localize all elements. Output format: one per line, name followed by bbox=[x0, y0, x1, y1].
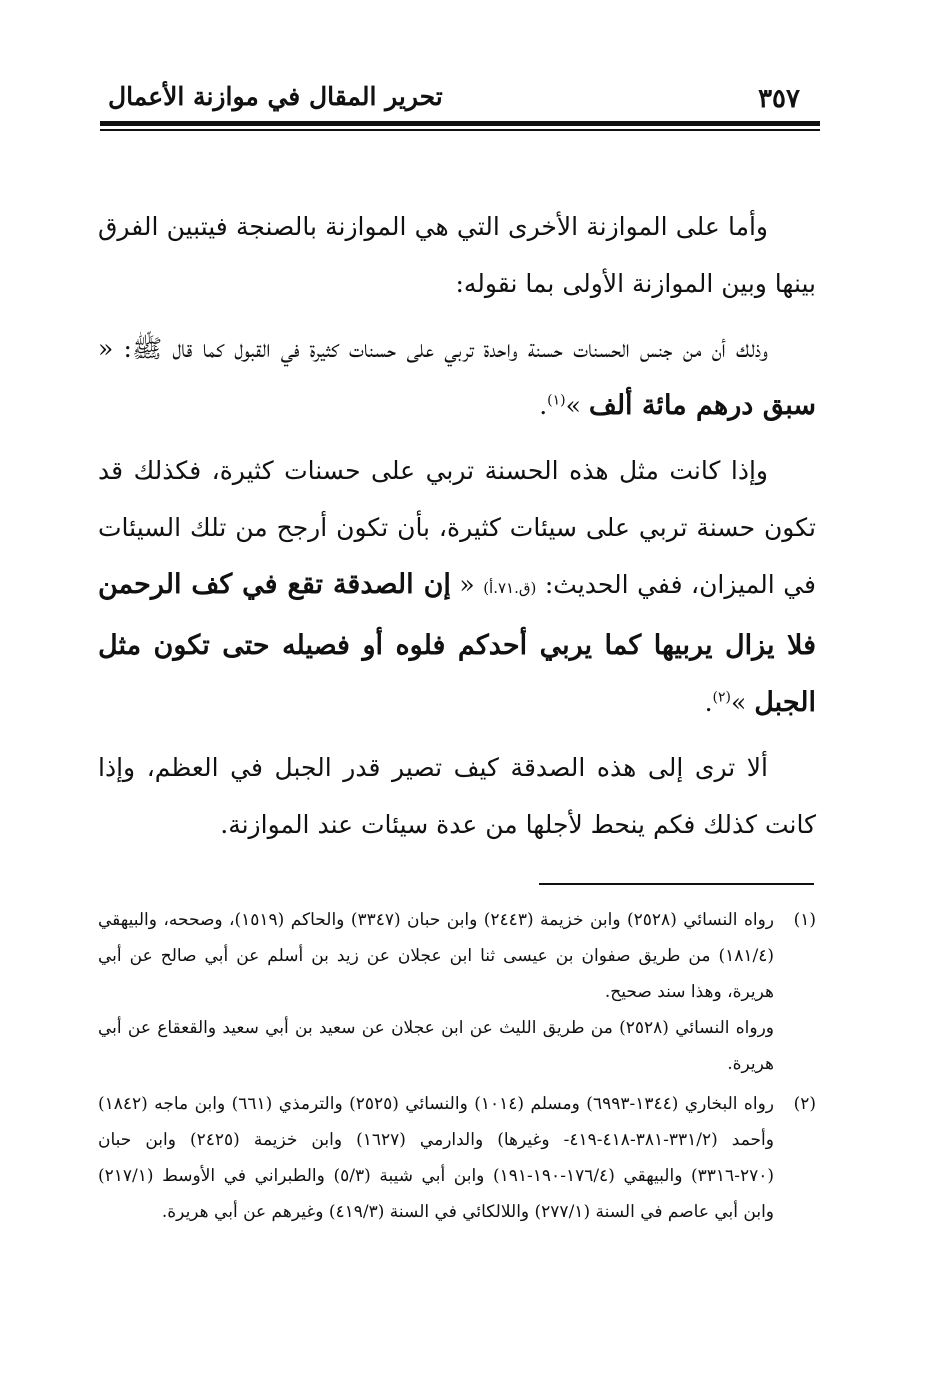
footnote-separator bbox=[539, 883, 814, 885]
paragraph-3 bbox=[98, 442, 816, 731]
quote-open: « bbox=[459, 570, 475, 599]
footnote-number: (١) bbox=[793, 910, 816, 930]
quote-close: » bbox=[565, 391, 581, 420]
manuscript-reference: (ق.٧١.أ) bbox=[483, 579, 537, 597]
footnote-text: رواه النسائي (٢٥٢٨) وابن خزيمة (٢٤٤٣) وابن حبان (٣٣٤٧) والحاكم (١٥١٩)، وصححه، والبيهقي (١٨١/٤) من طريق صفوان بن عيسى ثنا ابن عجلان عن زيد بن أسلم عن أبي صالح عن أبي هريرة، وهذا سند صحيح. bbox=[98, 910, 774, 1002]
running-title: تحرير المقال في موازنة الأعمال bbox=[108, 82, 443, 111]
footnote-number: (٢) bbox=[793, 1094, 816, 1114]
header-rule-thin bbox=[100, 129, 820, 131]
paragraph-2 bbox=[98, 320, 816, 434]
paragraph-end-2: . bbox=[704, 688, 713, 717]
footnote-1 bbox=[98, 902, 816, 1082]
footnote-marker-2: (٢) bbox=[712, 689, 731, 706]
footnote-text: ورواه النسائي (٢٥٢٨) من طريق الليث عن ابن عجلان عن سعيد بن أبي سعيد والقعقاع عن أبي هريرة. bbox=[98, 1018, 775, 1074]
hadith-quote-1: سبق درهم مائة ألف bbox=[588, 390, 816, 421]
main-text bbox=[98, 198, 816, 853]
quote-close-2: » bbox=[730, 688, 747, 717]
header-rule bbox=[100, 121, 820, 126]
footnote-2 bbox=[98, 1086, 816, 1230]
paragraph-2-text: وذلك أن من جنس الحسنات حسنة واحدة تربي على حسنات كثيرة في القبول كما قال ﷺ: « bbox=[98, 334, 768, 363]
running-header bbox=[100, 70, 820, 120]
page-number: ٣٥٧ bbox=[758, 84, 800, 114]
hadith-quote-2: إن الصدقة تقع في كف الرحمن فلا يزال يربيها كما يربي أحدكم فلوه أو فصيله حتى تكون مثل الجبل bbox=[98, 569, 816, 718]
footnote-marker-1: (١) bbox=[547, 392, 566, 409]
footnotes bbox=[98, 902, 816, 1234]
footnote-text: رواه البخاري (١٣٤٤-٦٩٩٣) ومسلم (١٠١٤) والنسائي (٢٥٢٥) والترمذي (٦٦١) وابن ماجه (١٨٤٢) وأحمد (٣٣١/٢-٣٨١-٤١٨-٤١٩- وغيرها) والدارمي (١٦٢٧) وابن خزيمة (٢٤٢٥) وابن حبان (٢٧٠-٣٣١٦) والبيهقي (١٧٦/٤-١٩٠-١٩١) وابن أبي شيبة (٥/٣) والطبراني في الأوسط (٢١٧/١) وابن أبي عاصم في السنة (٢٧٧/١) واللالكائي في السنة (٤١٩/٣) وغيرهم عن أبي هريرة. bbox=[98, 1094, 774, 1222]
paragraph-1: وأما على الموازنة الأخرى التي هي الموازنة بالصنجة فيتبين الفرق بينها وبين الموازنة الأولى بما نقوله: bbox=[98, 212, 816, 298]
paragraph-end: . bbox=[539, 391, 548, 420]
paragraph-3-text: وإذا كانت مثل هذه الحسنة تربي على حسنات كثيرة، فكذلك قد تكون حسنة تربي على سيئات كثيرة، بأن تكون أرجح من تلك السيئات في الميزان، ففي الحديث: bbox=[98, 456, 816, 599]
paragraph-4: ألا ترى إلى هذه الصدقة كيف تصير قدر الجبل في العظم، وإذا كانت كذلك فكم ينحط لأجلها من عدة سيئات عند الموازنة. bbox=[98, 753, 816, 839]
